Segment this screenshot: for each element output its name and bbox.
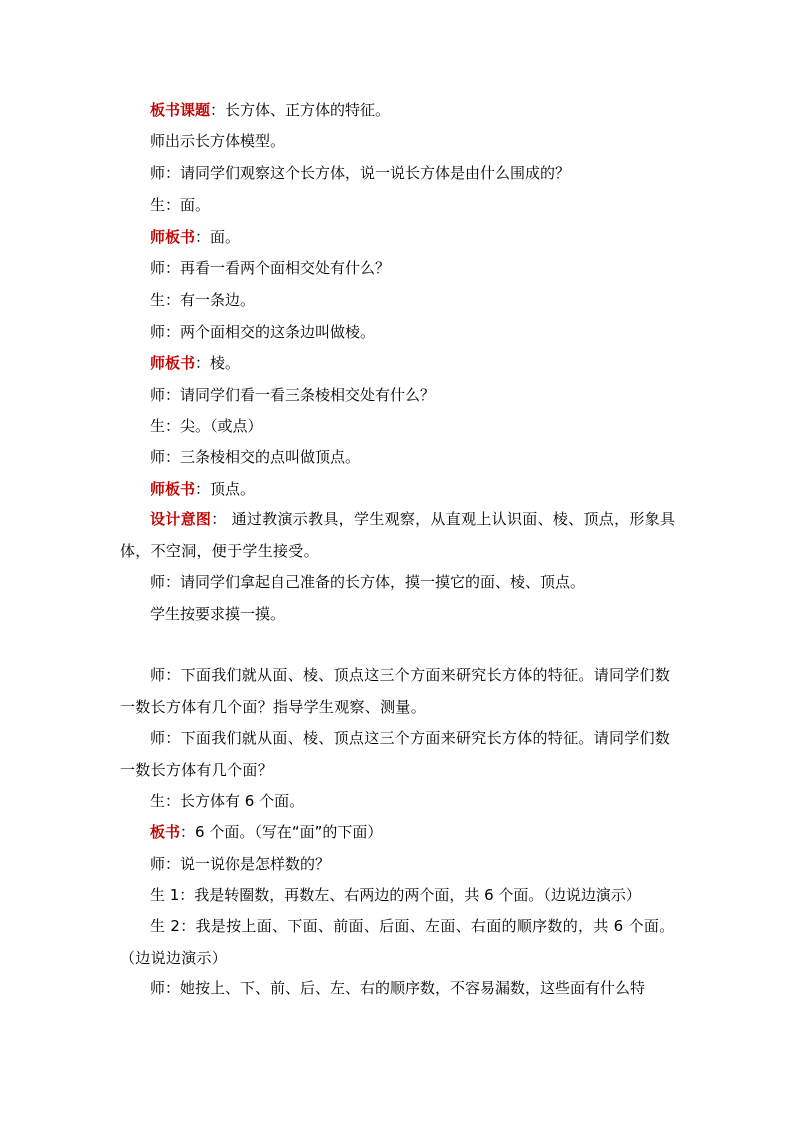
paragraph: 师：说一说你是怎样数的？ <box>150 855 331 873</box>
label: 师板书 <box>150 228 196 246</box>
label: 板书 <box>150 823 181 841</box>
paragraph: 生：长方体有 6 个面。 <box>150 792 305 810</box>
paragraph: 生：有一条边。 <box>150 291 256 309</box>
design-intent: 设计意图： 通过教演示教具，学生观察，从直观上认识面、棱、顶点，形象具体，不空洞，便于学生接受。 <box>120 510 676 560</box>
paragraph: 学生按要求摸一摸。 <box>150 605 286 623</box>
label: 设计意图 <box>150 510 212 528</box>
label: 师板书 <box>150 354 196 372</box>
paragraph: 师：再看一看两个面相交处有什么？ <box>150 259 391 277</box>
paragraph: 师出示长方体模型。 <box>150 132 286 150</box>
board-note: 师板书：面。 <box>150 228 241 246</box>
board-note: 师板书：顶点。 <box>150 480 256 498</box>
lesson-title-line: 板书课题：长方体、正方体的特征。 <box>150 101 391 119</box>
board-note: 板书：6 个面。（写在“面”的下面） <box>150 823 383 841</box>
label: 师板书 <box>150 480 196 498</box>
paragraph: 生 2：我是按上面、下面、前面、后面、左面、右面的顺序数的，共 6 个面。（边说边演示） <box>120 917 675 967</box>
paragraph: 师：她按上、下、前、后、左、右的顺序数，不容易漏数，这些面有什么特 <box>150 979 646 997</box>
paragraph: 生：尖。（或点） <box>150 417 263 435</box>
paragraph: 师：三条棱相交的点叫做顶点。 <box>150 448 361 466</box>
paragraph: 师：下面我们就从面、棱、顶点这三个方面来研究长方体的特征。请同学们数一数长方体有几个面？ <box>120 729 671 779</box>
paragraph: 师：两个面相交的这条边叫做棱。 <box>150 323 376 341</box>
board-note: 师板书：棱。 <box>150 354 241 372</box>
paragraph: 师：请同学们观察这个长方体，说一说长方体是由什么围成的？ <box>150 164 571 182</box>
paragraph: 师：请同学们看一看三条棱相交处有什么？ <box>150 386 436 404</box>
label: 板书课题 <box>150 101 211 119</box>
paragraph: 生 1：我是转圈数，再数左、右两边的两个面，共 6 个面。（边说边演示） <box>150 886 641 904</box>
paragraph: 师：下面我们就从面、棱、顶点这三个方面来研究长方体的特征。请同学们数一数长方体有几个面？指导学生观察、测量。 <box>120 666 671 716</box>
paragraph: 生：面。 <box>150 196 211 214</box>
paragraph: 师：请同学们拿起自己准备的长方体，摸一摸它的面、棱、顶点。 <box>150 573 586 591</box>
